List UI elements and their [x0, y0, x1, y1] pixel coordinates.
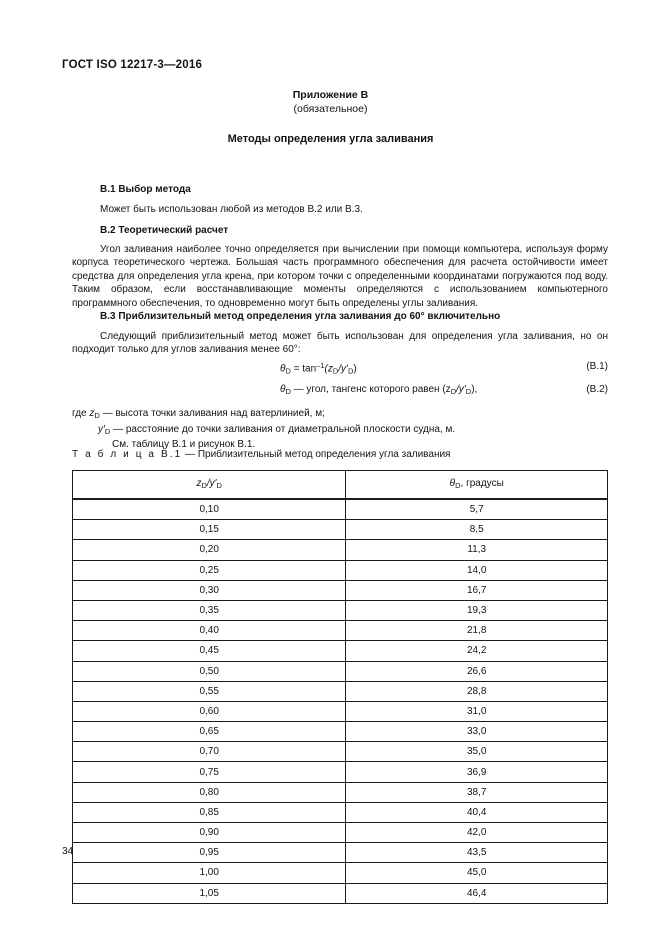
annex-label: Приложение В	[292, 89, 369, 101]
formula-number-b1: (B.1)	[586, 361, 608, 372]
table-row	[73, 540, 608, 560]
cell-degrees: 16,7	[346, 580, 608, 600]
cell-ratio: 0,60	[73, 701, 346, 721]
cell-ratio: 0,10	[73, 499, 346, 520]
table-header	[73, 471, 608, 500]
table-row	[73, 701, 608, 721]
cell-degrees: 19,3	[346, 600, 608, 620]
cell-ratio: 0,15	[73, 520, 346, 540]
cell-ratio: 1,00	[73, 863, 346, 883]
table-row	[73, 600, 608, 620]
table-row	[73, 520, 608, 540]
slash-y-prime-b2: /y′	[456, 384, 466, 395]
cell-degrees: 40,4	[346, 802, 608, 822]
z-variable: z	[89, 408, 95, 419]
section-heading-b2: В.2 Теоретический расчет	[100, 225, 229, 236]
cell-degrees: 21,8	[346, 621, 608, 641]
variable-definitions	[72, 407, 608, 451]
table-row	[73, 883, 608, 903]
z-subscript-b2: D	[450, 387, 457, 397]
table-row	[73, 580, 608, 600]
cell-degrees: 46,4	[346, 883, 608, 903]
cell-ratio: 0,35	[73, 600, 346, 620]
cell-ratio: 0,50	[73, 661, 346, 681]
cell-ratio: 0,75	[73, 762, 346, 782]
header-z-subscript: D	[201, 481, 207, 491]
table-row	[73, 843, 608, 863]
y-subscript: D	[347, 366, 354, 376]
inverse-exponent: –1	[316, 361, 325, 370]
y-subscript-b2: D	[465, 387, 472, 397]
table-row	[73, 681, 608, 701]
section-heading-b3: В.3 Приблизительный метод определения угла заливания до 60° включительно	[100, 311, 501, 322]
z-variable-subscript: D	[94, 411, 100, 421]
arg-open-z: (z	[324, 363, 333, 375]
cell-degrees: 8,5	[346, 520, 608, 540]
formula-expression-b2	[280, 384, 477, 396]
header-z-symbol: z	[196, 478, 202, 490]
header-slash-y: /y′	[206, 478, 217, 490]
cell-ratio: 0,90	[73, 823, 346, 843]
table-row	[73, 823, 608, 843]
cell-ratio: 0,25	[73, 560, 346, 580]
theta-subscript-b2: D	[285, 387, 291, 397]
table-body	[73, 499, 608, 903]
z-variable-description: — высота точки заливания над ватерлинией, м;	[99, 408, 325, 419]
cell-ratio: 0,80	[73, 782, 346, 802]
cell-ratio: 0,65	[73, 722, 346, 742]
cell-degrees: 24,2	[346, 641, 608, 661]
cell-degrees: 33,0	[346, 722, 608, 742]
section-text-b3: Следующий приблизительный метод может быть использован для определения угла заливания, но он подходит только для углов заливания менее 60°:	[72, 331, 608, 356]
equals-tan: = tan	[290, 363, 317, 375]
formula-b2-description: — угол, тангенс которого равен (z	[290, 384, 451, 395]
table-row	[73, 499, 608, 520]
cell-degrees: 36,9	[346, 762, 608, 782]
cell-ratio: 0,20	[73, 540, 346, 560]
table-row	[73, 742, 608, 762]
header-y-subscript: D	[216, 481, 222, 491]
definition-line-z	[72, 407, 608, 423]
formula-b2-tail: ),	[471, 384, 478, 395]
cell-degrees: 45,0	[346, 863, 608, 883]
cell-degrees: 42,0	[346, 823, 608, 843]
cell-ratio: 0,85	[73, 802, 346, 822]
cell-ratio: 0,40	[73, 621, 346, 641]
y-variable: y′	[98, 423, 105, 435]
cell-ratio: 0,45	[73, 641, 346, 661]
y-variable-subscript: D	[104, 426, 111, 436]
table-row	[73, 621, 608, 641]
table-header-row	[73, 471, 608, 500]
table-caption-text: — Приблизительный метод определения угла заливания	[182, 449, 451, 460]
theta-symbol: θ	[280, 363, 286, 375]
cross-reference-note: См. таблицу В.1 и рисунок В.1.	[112, 439, 256, 450]
cell-degrees: 28,8	[346, 681, 608, 701]
header-theta-symbol: θ	[449, 478, 456, 490]
standard-identifier: ГОСТ ISO 12217-3—2016	[62, 59, 203, 71]
cell-degrees: 38,7	[346, 782, 608, 802]
table-row	[73, 863, 608, 883]
section-text-b1: Может быть использован любой из методов В.2 или В.3.	[100, 204, 363, 215]
formula-number-b2: (B.2)	[586, 384, 608, 395]
table-row	[73, 782, 608, 802]
section-text-b2: Угол заливания наиболее точно определяется при вычислении при помощи компьютера, используя форму корпуса теоретического чертежа. Большая часть программного обеспечения для расчета остойчивости имеет средства для определения угла крена, при котором точки с определенными координатами погружаются под воду. Таким образом, если восстанавливающие моменты определяются с использованием компьютерного программного обеспечения, то одновременно могут быть определены углы заливания.	[72, 244, 608, 309]
section-heading-b1: В.1 Выбор метода	[100, 184, 191, 195]
theta-symbol-b2: θ	[280, 384, 286, 395]
column-header-degrees	[346, 471, 608, 500]
cell-degrees: 26,6	[346, 661, 608, 681]
cell-ratio: 0,30	[73, 580, 346, 600]
table-row	[73, 641, 608, 661]
column-header-ratio	[73, 471, 346, 500]
table-row	[73, 722, 608, 742]
table-row	[73, 661, 608, 681]
annex-status: (обязательное)	[293, 103, 368, 115]
table-caption-label: Т а б л и ц а В.1	[72, 449, 183, 460]
table-row	[73, 762, 608, 782]
y-variable-description: — расстояние до точки заливания от диаметральной плоскости судна, м.	[110, 423, 456, 435]
cell-degrees: 11,3	[346, 540, 608, 560]
cell-degrees: 5,7	[346, 499, 608, 520]
flooding-angle-table	[72, 470, 608, 904]
slash-y-prime: /y′	[338, 363, 348, 375]
cell-degrees: 31,0	[346, 701, 608, 721]
cell-ratio: 0,70	[73, 742, 346, 762]
table-row	[73, 560, 608, 580]
theta-subscript: D	[285, 366, 291, 376]
where-prefix: где	[72, 408, 90, 419]
cell-degrees: 14,0	[346, 560, 608, 580]
table-row	[73, 802, 608, 822]
formula-expression-b1	[280, 361, 357, 375]
cell-ratio: 0,95	[73, 843, 346, 863]
annex-heading-block	[0, 88, 661, 116]
header-degrees-text: , градусы	[460, 478, 504, 490]
table-caption	[72, 449, 450, 460]
cell-degrees: 35,0	[346, 742, 608, 762]
header-theta-subscript: D	[455, 481, 461, 491]
arg-close: )	[353, 363, 357, 375]
z-subscript: D	[332, 366, 339, 376]
page-number: 34	[62, 846, 74, 857]
cell-degrees: 43,5	[346, 843, 608, 863]
cell-ratio: 1,05	[73, 883, 346, 903]
annex-title: Методы определения угла заливания	[227, 133, 434, 145]
cell-ratio: 0,55	[73, 681, 346, 701]
definition-line-y	[72, 423, 608, 439]
